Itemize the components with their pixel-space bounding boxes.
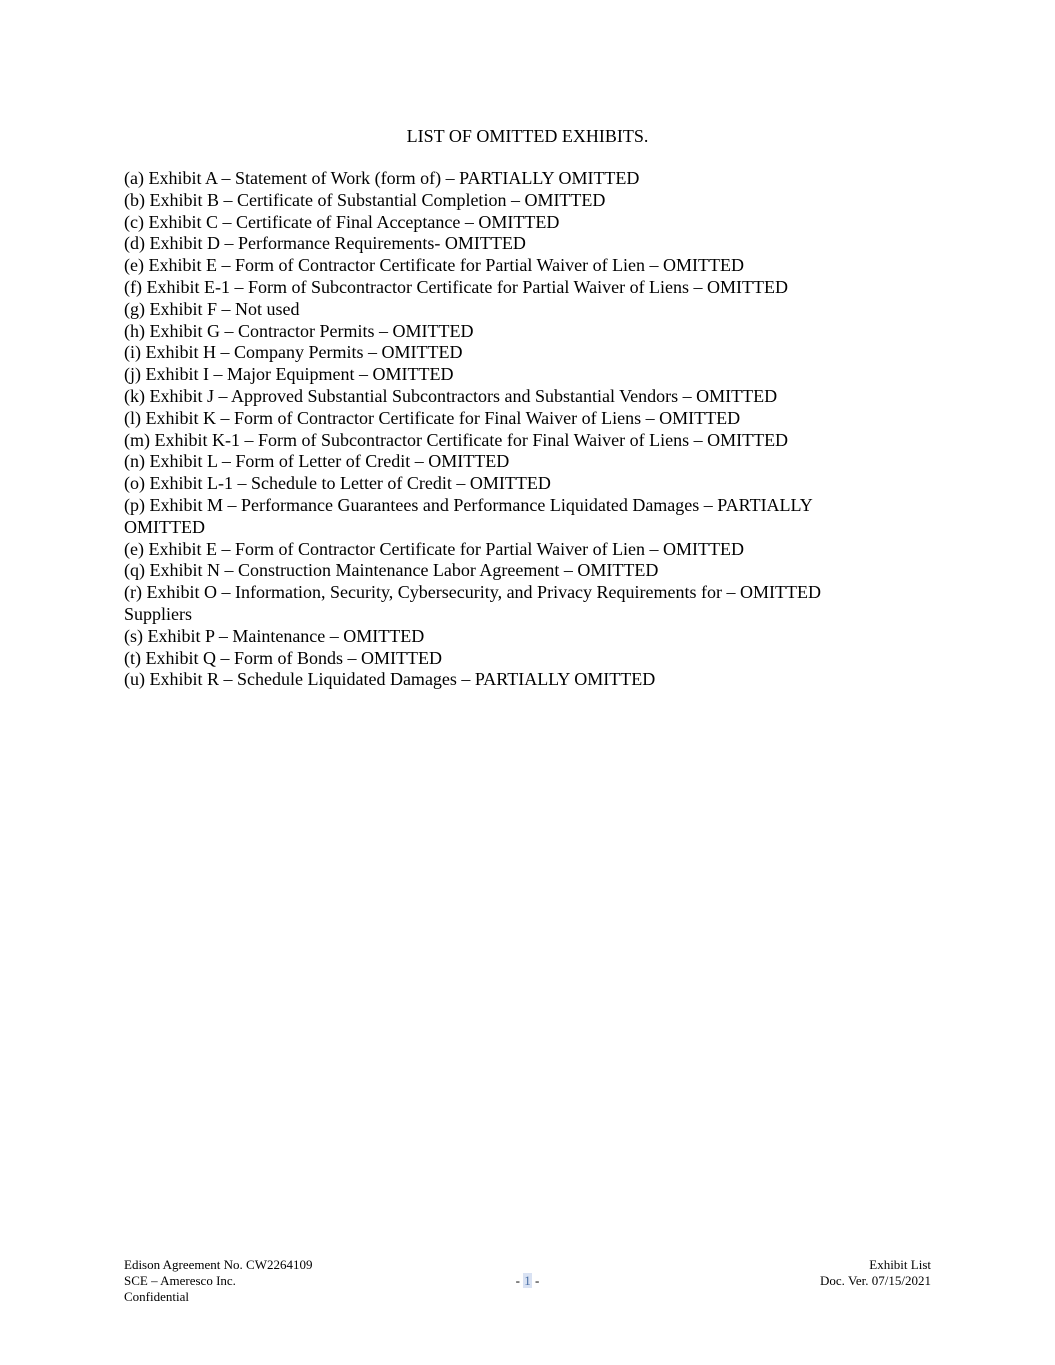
exhibit-item: (h) Exhibit G – Contractor Permits – OMITTED	[124, 320, 474, 341]
exhibit-item: (p) Exhibit M – Performance Guarantees and Performance Liquidated Damages – PARTIALLY OMITTED	[124, 494, 813, 537]
exhibit-item: (d) Exhibit D – Performance Requirements- OMITTED	[124, 233, 526, 254]
agreement-number: Edison Agreement No. CW2264109	[124, 1257, 313, 1272]
exhibit-item: (m) Exhibit K-1 – Form of Subcontractor Certificate for Final Waiver of Liens – OMITTED	[124, 429, 789, 450]
footer-right	[820, 1257, 931, 1289]
exhibit-item: (b) Exhibit B – Certificate of Substantial Completion – OMITTED	[124, 189, 606, 210]
confidential-label: Confidential	[124, 1289, 189, 1304]
exhibit-list-label: Exhibit List	[869, 1257, 931, 1272]
exhibit-list	[124, 168, 884, 691]
exhibit-item: (a) Exhibit A – Statement of Work (form of) – PARTIALLY OMITTED	[124, 168, 640, 188]
page-title: LIST OF OMITTED EXHIBITS.	[406, 126, 649, 146]
exhibit-item: (q) Exhibit N – Construction Maintenance Labor Agreement – OMITTED	[124, 560, 659, 581]
exhibit-item: (t) Exhibit Q – Form of Bonds – OMITTED	[124, 647, 442, 668]
doc-version: Doc. Ver. 07/15/2021	[820, 1273, 931, 1288]
exhibit-item: (e) Exhibit E – Form of Contractor Certificate for Partial Waiver of Lien – OMITTED	[124, 255, 745, 276]
page-number-suffix: -	[531, 1273, 540, 1288]
parties: SCE – Ameresco Inc.	[124, 1273, 236, 1288]
exhibit-item: (i) Exhibit H – Company Permits – OMITTED	[124, 342, 463, 363]
page-number: 1	[524, 1273, 531, 1288]
exhibit-item: (c) Exhibit C – Certificate of Final Acceptance – OMITTED	[124, 211, 560, 232]
exhibit-item: (g) Exhibit F – Not used	[124, 298, 300, 319]
exhibit-item: (s) Exhibit P – Maintenance – OMITTED	[124, 625, 425, 646]
exhibit-item: (o) Exhibit L-1 – Schedule to Letter of Credit – OMITTED	[124, 473, 551, 494]
exhibit-item: (r) Exhibit O – Information, Security, Cybersecurity, and Privacy Requirements for – OMITTED Suppliers	[124, 582, 821, 624]
page-number-line	[124, 1273, 931, 1289]
exhibit-item: (j) Exhibit I – Major Equipment – OMITTED	[124, 364, 454, 385]
exhibit-item: (u) Exhibit R – Schedule Liquidated Damages – PARTIALLY OMITTED	[124, 669, 656, 690]
page-number-prefix: -	[515, 1273, 524, 1288]
exhibit-item: (n) Exhibit L – Form of Letter of Credit – OMITTED	[124, 451, 510, 472]
exhibit-item: (e) Exhibit E – Form of Contractor Certificate for Partial Waiver of Lien – OMITTED	[124, 538, 745, 559]
exhibit-item: (f) Exhibit E-1 – Form of Subcontractor Certificate for Partial Waiver of Liens – OMITTED	[124, 276, 789, 297]
exhibit-item: (k) Exhibit J – Approved Substantial Subcontractors and Substantial Vendors – OMITTED	[124, 385, 778, 406]
exhibit-item: (l) Exhibit K – Form of Contractor Certificate for Final Waiver of Liens – OMITTED	[124, 407, 741, 428]
